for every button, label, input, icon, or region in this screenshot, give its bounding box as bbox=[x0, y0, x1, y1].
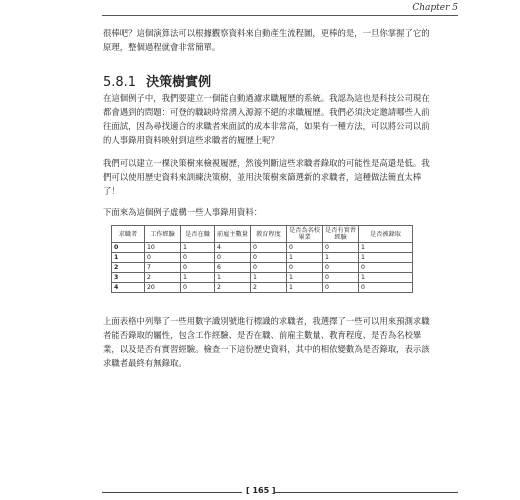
table-cell: 1 bbox=[359, 243, 413, 253]
paragraph-1: 在這個例子中，我們要建立一個能自動過濾求職履歷的系統。我認為這也是科技公司現在都會遇到的問題：可登的職缺時常湧入源源不絕的求職履歷。我們必須決定邀請哪些人前往面試，因為尋找適合的求職者來面試的成本非常高，如果有一種方法，可以將公司以前的人事錄用資料映射到這些求職者的履歷上呢？ bbox=[103, 93, 430, 145]
table-cell: 0 bbox=[215, 253, 251, 263]
table-cell: 2 bbox=[251, 283, 287, 293]
table-cell: 1 bbox=[287, 273, 323, 283]
table-cell: 1 bbox=[323, 253, 359, 263]
table-header-row bbox=[112, 226, 413, 243]
table-cell: 1 bbox=[287, 283, 323, 293]
table-cell: 0 bbox=[323, 283, 359, 293]
table-cell: 0 bbox=[359, 283, 413, 293]
table-cell: 0 bbox=[112, 243, 145, 253]
hiring-data-table bbox=[111, 225, 412, 293]
table-cell: 2 bbox=[145, 273, 181, 283]
chapter-label: Chapter 5 bbox=[412, 3, 458, 13]
paragraph-4: 上面表格中列舉了一些用數字識別號進行標識的求職者，我選擇了一些可以用來預測求職者能否錄取的屬性，包含工作經驗、是否在職、前雇主數量、教育程度、是否為名校畢業，以及是否有實習經驗。檢查一下這份歷史資料，其中的相依變數為是否錄取，表示該求職者最終有無錄取。 bbox=[103, 316, 430, 368]
paragraph-2: 我們可以建立一棵決策樹來檢視履歷，然後判斷這些求職者錄取的可能性是高還是低。我們可以使用歷史資料來訓練決策樹，並用決策樹來篩選新的求職者，這種做法簡直太棒了！ bbox=[103, 158, 430, 196]
intro-paragraph: 很棒吧？這個演算法可以根據觀察資料來自動產生流程圖，更棒的是，一旦你掌握了它的原理，整個過程就會非常簡單。 bbox=[103, 28, 430, 52]
table-cell: 1 bbox=[181, 243, 215, 253]
header-employed: 是否在職 bbox=[181, 226, 215, 243]
section-title: 決策樹實例 bbox=[146, 75, 212, 90]
table-cell: 2 bbox=[215, 283, 251, 293]
table-cell: 1 bbox=[215, 273, 251, 283]
paragraph-3: 下面來為這個例子虛構一些人事錄用資料： bbox=[103, 207, 263, 217]
table-cell: 20 bbox=[145, 283, 181, 293]
table-cell: 0 bbox=[323, 263, 359, 273]
header-candidate: 求職者 bbox=[112, 226, 145, 243]
page-number: [ 165 ] bbox=[246, 486, 276, 495]
table-cell: 1 bbox=[359, 273, 413, 283]
table-cell: 1 bbox=[112, 253, 145, 263]
header-rule bbox=[102, 15, 458, 16]
table-cell: 0 bbox=[359, 263, 413, 273]
table-row bbox=[112, 243, 413, 253]
table-cell: 0 bbox=[287, 263, 323, 273]
table-cell: 2 bbox=[112, 263, 145, 273]
table-cell: 0 bbox=[287, 243, 323, 253]
table-cell: 4 bbox=[215, 243, 251, 253]
table-cell: 0 bbox=[251, 243, 287, 253]
table-row bbox=[112, 253, 413, 263]
footer-rule-left bbox=[102, 492, 242, 493]
section-number: 5.8.1 bbox=[103, 75, 137, 90]
table-cell: 0 bbox=[181, 283, 215, 293]
header-internship: 是否有實習經驗 bbox=[323, 226, 359, 243]
table-cell: 0 bbox=[251, 253, 287, 263]
table-cell: 1 bbox=[287, 253, 323, 263]
table-cell: 4 bbox=[112, 283, 145, 293]
header-hired: 是否被錄取 bbox=[359, 226, 413, 243]
table-row bbox=[112, 273, 413, 283]
table-cell: 0 bbox=[181, 253, 215, 263]
header-education: 教育程度 bbox=[251, 226, 287, 243]
table-cell: 0 bbox=[251, 263, 287, 273]
table-cell: 6 bbox=[215, 263, 251, 273]
table-cell: 0 bbox=[145, 253, 181, 263]
table-cell: 1 bbox=[251, 273, 287, 283]
table-cell: 0 bbox=[323, 273, 359, 283]
section-heading bbox=[103, 71, 211, 90]
header-previous-employers: 前雇主數量 bbox=[215, 226, 251, 243]
table-cell: 7 bbox=[145, 263, 181, 273]
header-top-school: 是否為名校畢業 bbox=[287, 226, 323, 243]
table-cell: 0 bbox=[323, 243, 359, 253]
table-cell: 1 bbox=[181, 273, 215, 283]
table-row bbox=[112, 263, 413, 273]
table-cell: 0 bbox=[181, 263, 215, 273]
table-cell: 3 bbox=[112, 273, 145, 283]
footer-rule-right bbox=[274, 492, 458, 493]
table-cell: 10 bbox=[145, 243, 181, 253]
table-row bbox=[112, 283, 413, 293]
table-cell: 1 bbox=[359, 253, 413, 263]
header-experience: 工作經驗 bbox=[145, 226, 181, 243]
